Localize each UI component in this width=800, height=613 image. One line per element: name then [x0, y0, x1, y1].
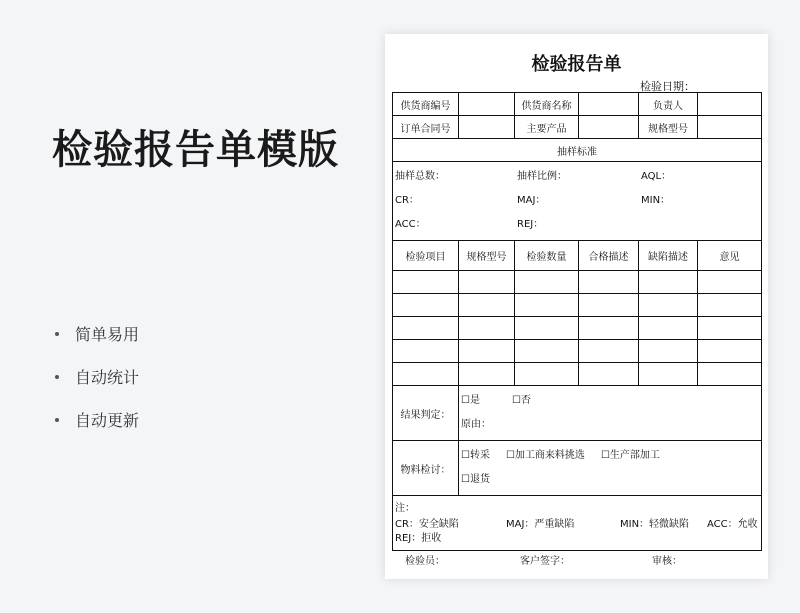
customer-signature-label: 客户签字：: [520, 556, 570, 567]
maj-label: MAJ：: [517, 195, 546, 206]
signature-row: [405, 552, 682, 567]
supplier-name-field[interactable]: [579, 93, 639, 116]
col-opinion: 意见: [698, 241, 762, 271]
note-min: MIN：轻微缺陷: [620, 519, 690, 530]
table-cell[interactable]: [698, 363, 762, 386]
table-cell[interactable]: [515, 294, 579, 317]
table-cell[interactable]: [639, 363, 698, 386]
supplier-id-label: 供货商编号: [393, 93, 459, 116]
table-cell[interactable]: [459, 271, 515, 294]
processor-selection-checkbox[interactable]: ☐加工商来料挑选: [505, 450, 585, 461]
col-spec-model: 规格型号: [459, 241, 515, 271]
table-cell[interactable]: [639, 271, 698, 294]
notes-title: 注：: [395, 503, 415, 514]
table-cell[interactable]: [579, 317, 639, 340]
note-acc: ACC：允收: [707, 519, 758, 530]
notes-row: [393, 496, 762, 551]
table-cell[interactable]: [515, 271, 579, 294]
material-options-cell: [459, 441, 762, 496]
note-maj: MAJ：严重缺陷: [506, 519, 575, 530]
inspector-signature-label: 检验员：: [405, 556, 445, 567]
feature-item: [55, 398, 139, 441]
col-pass-description: 合格描述: [579, 241, 639, 271]
feature-item: [55, 355, 139, 398]
bullet-dot-icon: [55, 375, 59, 379]
spec-model-label: 规格型号: [639, 116, 698, 139]
transfer-purchase-checkbox[interactable]: ☐转采: [461, 450, 490, 461]
table-cell[interactable]: [698, 294, 762, 317]
sampling-ratio-label: 抽样比例：: [517, 171, 567, 182]
reason-label: 原由：: [461, 419, 491, 430]
table-cell[interactable]: [579, 271, 639, 294]
production-processing-checkbox[interactable]: ☐生产部加工: [600, 450, 660, 461]
feature-label: 自动更新: [75, 411, 140, 430]
table-cell[interactable]: [393, 363, 459, 386]
page-title: 检验报告单模版: [52, 127, 339, 173]
sampling-row: [393, 162, 762, 241]
result-options-cell: [459, 386, 762, 441]
sampling-cell: [393, 162, 762, 241]
bullet-dot-icon: [55, 332, 59, 336]
supplier-id-field[interactable]: [459, 93, 515, 116]
table-cell[interactable]: [459, 294, 515, 317]
inspection-date-label: 检验日期：: [640, 80, 695, 93]
cr-label: CR：: [395, 195, 419, 206]
feature-label: 简单易用: [75, 325, 140, 344]
table-cell[interactable]: [698, 317, 762, 340]
table-cell[interactable]: [579, 294, 639, 317]
sampling-total-label: 抽样总数：: [395, 171, 445, 182]
note-rej: REJ：拒收: [395, 533, 442, 544]
table-row: [393, 363, 762, 386]
inspection-header-row: [393, 241, 762, 271]
table-cell[interactable]: [459, 363, 515, 386]
sampling-standard-header: 抽样标准: [393, 139, 762, 162]
table-cell[interactable]: [459, 340, 515, 363]
order-number-field[interactable]: [459, 116, 515, 139]
col-inspection-quantity: 检验数量: [515, 241, 579, 271]
table-cell[interactable]: [639, 340, 698, 363]
result-row: [393, 386, 762, 441]
document-title: 检验报告单: [531, 54, 622, 75]
table-cell[interactable]: [393, 271, 459, 294]
supplier-name-label: 供货商名称: [515, 93, 579, 116]
rej-label: REJ：: [517, 219, 544, 230]
return-goods-checkbox[interactable]: ☐退货: [461, 474, 490, 485]
table-cell[interactable]: [393, 317, 459, 340]
col-inspection-item: 检验项目: [393, 241, 459, 271]
note-cr: CR：安全缺陷: [395, 519, 459, 530]
notes-cell: [393, 496, 762, 551]
table-row: [393, 271, 762, 294]
material-review-label: 物料检讨：: [393, 441, 459, 496]
table-row: [393, 294, 762, 317]
review-signature-label: 审核：: [652, 556, 682, 567]
col-defect-description: 缺陷描述: [639, 241, 698, 271]
table-cell[interactable]: [393, 340, 459, 363]
person-in-charge-field[interactable]: [698, 93, 762, 116]
min-label: MIN：: [641, 195, 671, 206]
person-in-charge-label: 负责人: [639, 93, 698, 116]
result-label: 结果判定：: [393, 386, 459, 441]
sampling-header-row: [393, 139, 762, 162]
table-row: [393, 317, 762, 340]
order-row: [393, 116, 762, 139]
main-product-field[interactable]: [579, 116, 639, 139]
bullet-dot-icon: [55, 418, 59, 422]
order-number-label: 订单合同号: [393, 116, 459, 139]
report-form-table: [392, 92, 762, 551]
table-cell[interactable]: [515, 340, 579, 363]
main-product-label: 主要产品: [515, 116, 579, 139]
feature-item: [55, 312, 139, 355]
table-cell[interactable]: [639, 317, 698, 340]
table-cell[interactable]: [698, 271, 762, 294]
table-cell[interactable]: [515, 363, 579, 386]
table-row: [393, 340, 762, 363]
table-cell[interactable]: [579, 340, 639, 363]
material-row: [393, 441, 762, 496]
table-cell[interactable]: [515, 317, 579, 340]
acc-label: ACC：: [395, 219, 426, 230]
spec-model-field[interactable]: [698, 116, 762, 139]
report-document: [385, 34, 768, 579]
feature-label: 自动统计: [75, 368, 140, 387]
feature-list: [55, 312, 139, 441]
result-no-checkbox[interactable]: ☐否: [511, 395, 531, 406]
table-cell[interactable]: [459, 317, 515, 340]
table-cell[interactable]: [698, 340, 762, 363]
supplier-row: [393, 93, 762, 116]
table-cell[interactable]: [393, 294, 459, 317]
table-cell[interactable]: [639, 294, 698, 317]
result-yes-checkbox[interactable]: ☐是: [461, 395, 480, 406]
aql-label: AQL：: [641, 171, 672, 182]
table-cell[interactable]: [579, 363, 639, 386]
